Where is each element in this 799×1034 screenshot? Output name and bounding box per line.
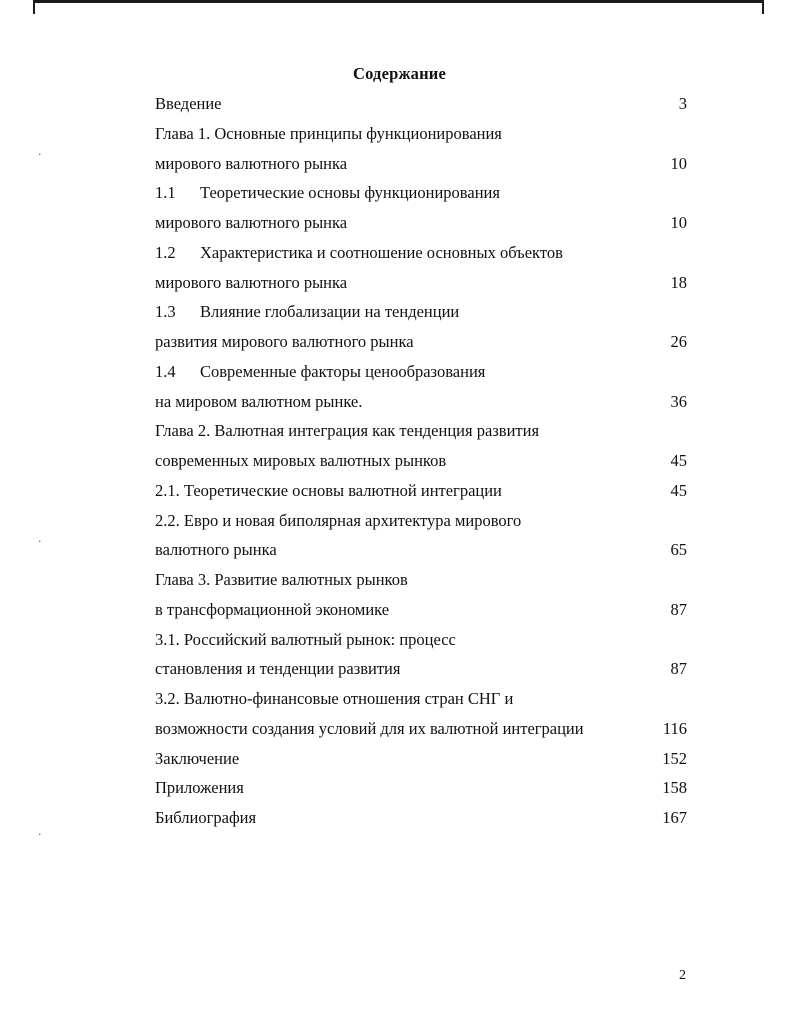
toc-entry-text: Глава 3. Развитие валютных рынков [155, 570, 408, 589]
scan-artifact-mark: · [38, 535, 42, 548]
scan-border-top [34, 0, 764, 3]
toc-entry-text: Глава 2. Валютная интеграция как тенденция развития [155, 421, 540, 441]
toc-entry [155, 595, 691, 625]
toc-entry [155, 565, 691, 595]
toc-entry [155, 357, 691, 387]
toc-entry-text: мирового валютного рынка [155, 272, 348, 292]
toc-entry-page: 45 [670, 451, 687, 470]
toc-entry-number: 1.2 [155, 242, 176, 262]
toc-entry [155, 327, 691, 357]
toc-entry-page: 65 [670, 540, 687, 560]
toc-entry [155, 178, 691, 208]
scan-artifact-mark: · [38, 148, 42, 161]
table-of-contents [155, 89, 691, 833]
toc-entry-text: 3.2. Валютно-финансовые отношения стран СНГ и [155, 689, 514, 708]
toc-entry-text: возможности создания условий для их валютной интеграции [155, 718, 584, 738]
toc-entry [155, 773, 691, 803]
toc-entry-text: валютного рынка [155, 540, 277, 560]
toc-entry [155, 238, 691, 268]
toc-entry-page: 26 [670, 332, 687, 351]
scan-artifact-mark: · [38, 828, 42, 841]
toc-entry-text: развития мирового валютного рынка [155, 332, 414, 351]
toc-entry-text: в трансформационной экономике [155, 599, 390, 619]
toc-entry-page: 87 [670, 659, 687, 679]
toc-entry-page: 116 [662, 718, 687, 738]
scan-border-right [762, 0, 764, 14]
toc-entry-text: Теоретические основы функционирования [200, 183, 500, 203]
page-number: 2 [679, 968, 686, 983]
toc-entry-page: 10 [670, 153, 687, 173]
toc-entry [155, 89, 691, 119]
toc-entry [155, 268, 691, 298]
toc-entry-page: 45 [670, 480, 687, 500]
toc-entry [155, 714, 691, 744]
toc-entry [155, 506, 691, 536]
toc-entry-text: становления и тенденции развития [155, 659, 401, 679]
toc-entry [155, 654, 691, 684]
toc-entry-text: Глава 1. Основные принципы функционирования [155, 123, 502, 143]
toc-entry-text: современных мировых валютных рынков [155, 451, 447, 470]
toc-entry [155, 803, 691, 833]
toc-entry-number: 1.4 [155, 361, 176, 381]
page-title: Содержание [352, 64, 447, 83]
toc-entry [155, 476, 691, 506]
toc-entry [155, 416, 691, 446]
toc-entry-text: Библиография [155, 808, 257, 827]
toc-entry-text: 2.1. Теоретические основы валютной интеграции [155, 480, 502, 500]
toc-entry-page: 18 [670, 272, 687, 292]
toc-entry [155, 535, 691, 565]
toc-entry-text: мирового валютного рынка [155, 213, 348, 232]
toc-entry [155, 297, 691, 327]
toc-entry-page: 167 [662, 808, 687, 827]
scan-border-left [33, 0, 35, 14]
toc-entry-number: 1.1 [155, 183, 176, 203]
toc-entry-text: Характеристика и соотношение основных объектов [200, 242, 563, 262]
toc-entry-page: 87 [670, 599, 687, 619]
toc-entry-page: 158 [662, 778, 687, 798]
toc-entry-text: 3.1. Российский валютный рынок: процесс [155, 629, 456, 649]
toc-entry-text: 2.2. Евро и новая биполярная архитектура мирового [155, 510, 522, 530]
toc-entry-page: 10 [670, 213, 687, 232]
toc-entry [155, 387, 691, 417]
toc-entry [155, 744, 691, 774]
toc-entry [155, 149, 691, 179]
toc-entry [155, 119, 691, 149]
toc-entry-text: Современные факторы ценообразования [200, 361, 486, 381]
toc-entry-number: 1.3 [155, 302, 176, 322]
toc-entry [155, 684, 691, 714]
toc-entry-text: на мировом валютном рынке. [155, 391, 363, 411]
toc-entry-text: мирового валютного рынка [155, 153, 348, 173]
toc-entry [155, 446, 691, 476]
toc-entry [155, 625, 691, 655]
toc-entry-page: 152 [662, 748, 687, 768]
toc-entry [155, 208, 691, 238]
toc-entry-page: 3 [678, 94, 687, 113]
toc-entry-text: Введение [155, 94, 222, 113]
toc-entry-text: Заключение [155, 748, 240, 768]
toc-entry-text: Приложения [155, 778, 244, 798]
toc-entry-page: 36 [670, 391, 687, 411]
toc-entry-text: Влияние глобализации на тенденции [200, 302, 460, 322]
